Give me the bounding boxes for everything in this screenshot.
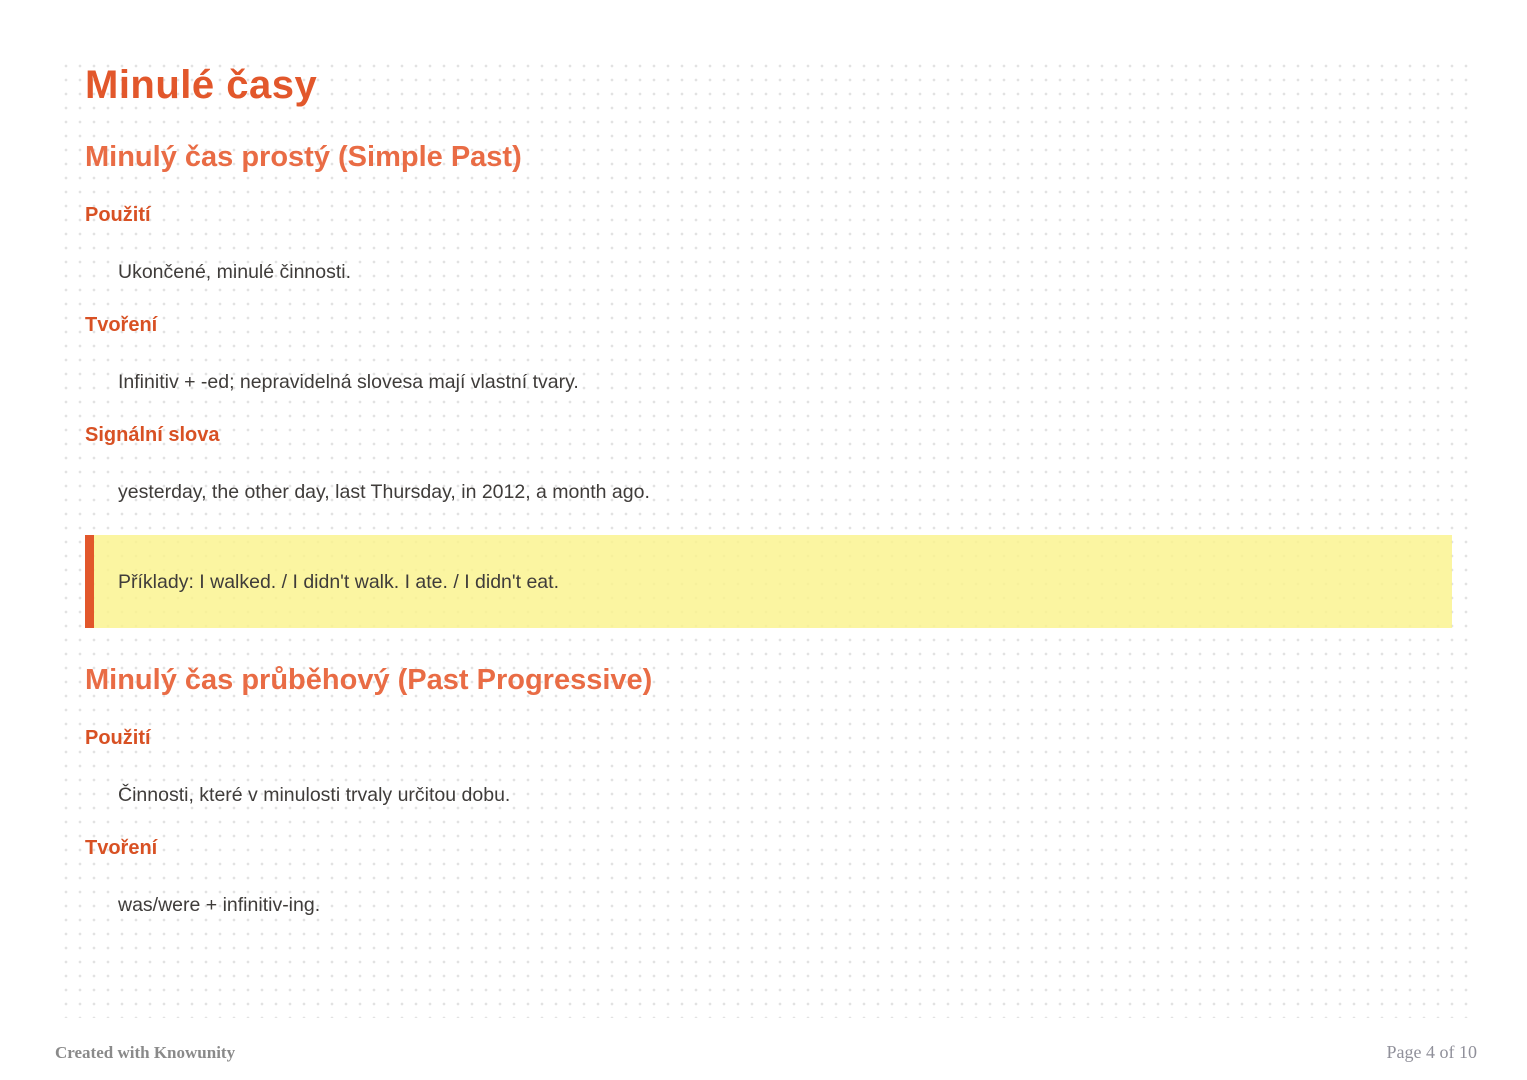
page-footer: [55, 1042, 1477, 1063]
example-callout-text: Příklady: I walked. / I didn't walk. I ate. / I didn't eat.: [118, 570, 559, 593]
page-number: Page 4 of 10: [1386, 1042, 1477, 1062]
body-text-signalni-slova: yesterday, the other day, last Thursday, in 2012, a month ago.: [118, 481, 650, 503]
example-callout: [85, 535, 1452, 628]
sub-label-tvoreni-2: Tvoření: [85, 837, 158, 859]
section-heading-past-progressive: Minulý čas průběhový (Past Progressive): [85, 664, 653, 696]
body-text-tvoreni-1: Infinitiv + -ed; nepravidelná slovesa mají vlastní tvary.: [118, 371, 579, 393]
sub-label-pouziti-1: Použití: [85, 204, 151, 226]
sub-label-pouziti-2: Použití: [85, 727, 151, 749]
sub-label-tvoreni-1: Tvoření: [85, 314, 158, 336]
notes-canvas: [55, 55, 1470, 1018]
body-text-pouziti-1: Ukončené, minulé činnosti.: [118, 261, 352, 283]
section-heading-simple-past: Minulý čas prostý (Simple Past): [85, 141, 522, 173]
body-text-tvoreni-2: was/were + infinitiv-ing.: [118, 894, 321, 916]
body-text-pouziti-2: Činnosti, které v minulosti trvaly určitou dobu.: [118, 784, 511, 806]
created-with-label: Created with Knowunity: [55, 1043, 236, 1062]
sub-label-signalni-slova: Signální slova: [85, 424, 220, 446]
page-title: Minulé časy: [85, 63, 318, 107]
